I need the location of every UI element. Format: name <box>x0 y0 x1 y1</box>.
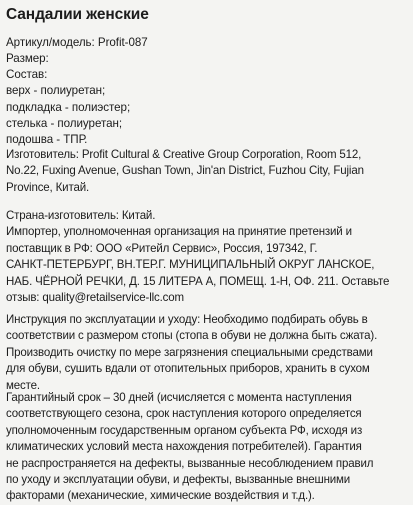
warranty-block <box>6 390 411 505</box>
warranty-line: соответствующего сезона, срок наступления которого определяется <box>6 408 362 421</box>
importer-line: Импортер, уполномоченная организация на принятие претензий и <box>6 226 352 239</box>
composition-item-lining: подкладка - полиэстер; <box>6 101 131 114</box>
product-title: Сандалии женские <box>6 6 149 23</box>
composition-item-sole: подошва - ТПР. <box>6 133 88 146</box>
care-line: Производить очистку по мере загрязнения специальными средствами <box>6 346 373 359</box>
article-line: Артикул/модель: Profit-087 <box>6 36 148 49</box>
composition-item-insole: стелька - полиуретан; <box>6 117 123 130</box>
warranty-line: уполномоченным государственным органом субъекта РФ, исходя из <box>6 424 363 437</box>
warranty-line: факторами (механические, химические воздействия и т.д.). <box>6 490 315 503</box>
manufacturer-line: Изготовитель: Profit Cultural & Creative Group Corporation, Room 512, <box>6 149 362 161</box>
care-line: Инструкция по эксплуатации и уходу: Необходимо подбирать обувь в <box>6 314 368 326</box>
warranty-line: по уходу и эксплуатации обуви, и дефекты, вызванные внешними <box>6 474 351 487</box>
importer-address-line: НАБ. ЧЁРНОЙ РЕЧКИ, Д. 15 ЛИТЕРА А, ПОМЕЩ. 1-Н, ОФ. 211. Оставьте <box>6 275 390 288</box>
importer-block <box>6 208 411 306</box>
care-instructions-block <box>6 312 411 394</box>
manufacturer-line: Province, Китай. <box>6 181 90 194</box>
manufacturer-block <box>6 147 411 196</box>
care-line: месте. <box>6 379 40 392</box>
country-of-origin: Страна-изготовитель: Китай. <box>6 210 156 222</box>
importer-address-line: САНКТ-ПЕТЕРБУРГ, ВН.ТЕР.Г. МУНИЦИПАЛЬНЫЙ ОКРУГ ЛАНСКОЕ, <box>6 259 375 272</box>
care-line: соответствии с размером стопы (стопа в обуви не должна быть сжата). <box>6 330 378 343</box>
warranty-line: климатических условий места нахождения потребителей). Гарантия <box>6 441 362 454</box>
feedback-email: отзыв: quality@retailservice-llc.com <box>6 292 184 305</box>
size-line: Размер: <box>6 52 49 65</box>
composition-label: Состав: <box>6 68 48 81</box>
warranty-line: Гарантийный срок – 30 дней (исчисляется с момента наступления <box>6 392 352 404</box>
composition-item-upper: верх - полиуретан; <box>6 84 106 97</box>
importer-line: поставщик в РФ: ООО «Ритейл Сервис», Россия, 197342, Г. <box>6 242 318 255</box>
care-line: для обуви, сушить вдали от отопительных приборов, хранить в сухом <box>6 363 370 376</box>
warranty-line: не распространяется на дефекты, вызванные несоблюдением правил <box>6 457 374 470</box>
manufacturer-line: No.22, Fuxing Avenue, Gushan Town, Jin'an District, Fuzhou City, Fujian <box>6 165 364 178</box>
